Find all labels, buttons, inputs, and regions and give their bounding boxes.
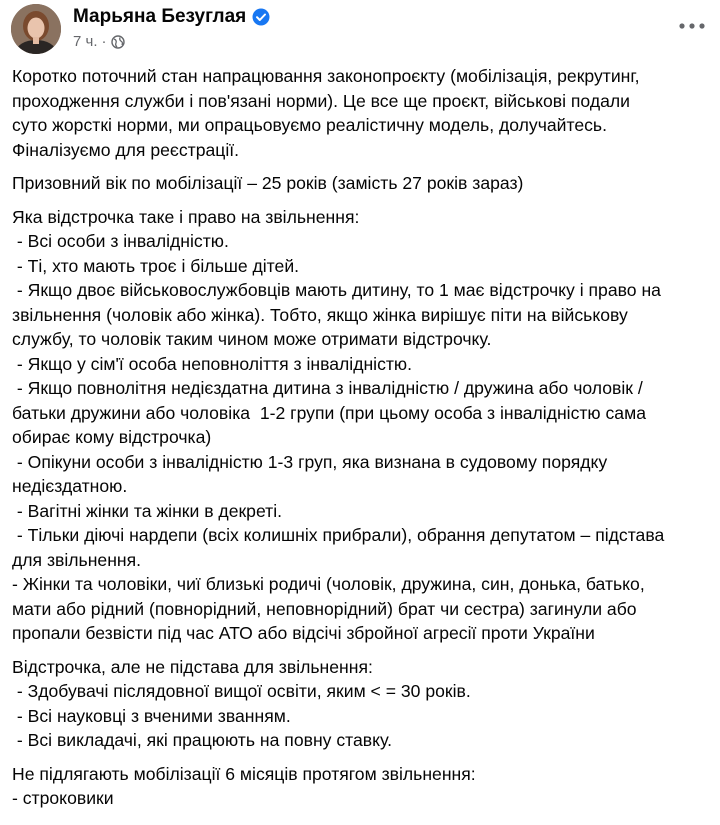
post-text-line: - строковики [12, 788, 114, 808]
post-text-line: - Здобувачі післядовної вищої освіти, яким < = 30 років. [12, 681, 471, 701]
post-text-line: - Всі науковці з вченими званням. [12, 705, 291, 726]
avatar-image [11, 4, 61, 54]
post-text-line: Призовний вік по мобілізації – 25 років (замість 27 років зараз) [12, 173, 524, 193]
post-text-line: - Якщо у сім'ї особа неповноліття з інвалідністю. [12, 353, 413, 374]
post-text-line: - Ті, хто мають троє і більше дітей. [12, 255, 300, 276]
post-text-line: пропали безвісти під час АТО або відсічі збройної агресії проти України [12, 623, 595, 643]
author-line [73, 6, 270, 28]
post-text [12, 64, 712, 820]
author-name[interactable]: Марьяна Безуглая [73, 6, 247, 27]
post-text-line: Фіналізуємо для реєстрації. [12, 139, 240, 160]
post-text-line: Коротко поточний стан напрацювання законопроєкту (мобілізація, рекрутинг, [12, 66, 640, 86]
post-text-line: проходження служби і пов'язані норми). Це все ще проєкт, військові подали [12, 90, 630, 111]
post-text-line: обирає кому відстрочка) [12, 427, 212, 447]
post-text-line: - Всі викладачі, які працюють на повну ставку. [12, 730, 392, 750]
post-text-line: Відстрочка, але не підстава для звільнення: [12, 656, 373, 677]
more-options-button[interactable] [674, 14, 710, 38]
post-paragraph [12, 655, 712, 753]
post-paragraph [12, 762, 712, 811]
post-paragraph [12, 64, 712, 162]
post-text-line: - Якщо повнолітня недієздатна дитина з інвалідністю / дружина або чоловік / [12, 378, 643, 398]
more-options-icon [677, 22, 707, 30]
post-text-line: - Жінки та чоловіки, чиї близькі родичі (чоловік, дружина, син, донька, батько, [12, 574, 645, 594]
post-text-line: звільнення (чоловік або жінка). Тобто, якщо жінка вирішує піти на військову [12, 304, 628, 325]
post-text-line: для звільнення. [12, 549, 142, 570]
globe-icon [111, 35, 125, 49]
post-text-line: суто жорсткі норми, ми опрацьовуємо реалістичну модель, долучайтесь. [12, 115, 607, 135]
meta-separator: · [101, 33, 107, 50]
post-text-line: мати або рідний (повнорідний, неповнорідний) брат чи сестра) загинули або [12, 598, 637, 619]
verified-badge-icon [252, 8, 270, 26]
post-text-line: - Тільки діючі нардепи (всіх колишніх прибрали), обрання депутатом – підстава [12, 525, 665, 545]
post-text-line: - Якщо двоє військовослужбовців мають дитину, то 1 має відстрочку і право на [12, 280, 661, 300]
post-paragraph [12, 205, 712, 646]
post-time[interactable]: 7 ч. [73, 33, 98, 50]
post-text-line: - Опікуни особи з інвалідністю 1-3 груп, яка визнана в судовому порядку [12, 451, 608, 472]
post-text-line: службу, то чоловік таким чином може отримати відстрочку. [12, 329, 492, 349]
post-header [0, 0, 720, 60]
post-meta [73, 33, 125, 50]
post-text-line: - Вагітні жінки та жінки в декреті. [12, 500, 283, 521]
post-paragraph [12, 171, 712, 196]
post-text-line: батьки дружини або чоловіка 1-2 групи (при цьому особа з інвалідністю сама [12, 402, 646, 423]
post-text-line: Яка відстрочка таке і право на звільнення: [12, 206, 360, 227]
author-avatar[interactable] [11, 4, 61, 54]
post-text-line: - Всі особи з інвалідністю. [12, 231, 229, 251]
post-text-line: недієздатною. [12, 476, 128, 496]
post-text-line: Не підлягають мобілізації 6 місяців протягом звільнення: [12, 763, 476, 784]
